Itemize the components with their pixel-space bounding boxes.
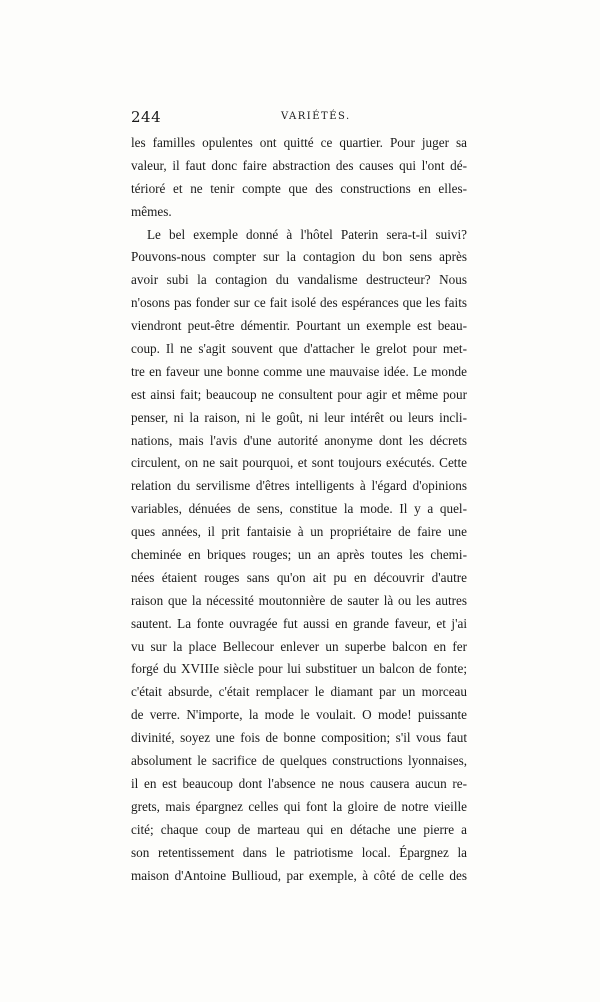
- text-line: absolument le sacrifice de quelques constructions lyonnaises,: [131, 753, 467, 769]
- text-line: térioré et ne tenir compte que des constructions en elles-: [131, 180, 467, 196]
- text-line: avoir subi la contagion du vandalisme destructeur? Nous: [131, 272, 467, 288]
- text-line: penser, ni la raison, ni le goût, ni leur intérêt ou leurs incli-: [131, 409, 467, 425]
- running-head: VARIÉTÉS.: [281, 111, 351, 122]
- text-line: forgé du XVIIIe siècle pour lui substituer un balcon de fonte;: [131, 661, 467, 677]
- text-line: variables, dénuées de sens, constitue la mode. Il y a quel-: [131, 501, 467, 517]
- text-line: circulent, on ne sait pourquoi, et sont toujours exécutés. Cette: [131, 455, 467, 471]
- text-line: relation du servilisme d'êtres intelligents à l'égard d'opinions: [131, 478, 467, 494]
- text-line: de verre. N'importe, la mode le voulait. O mode! puissante: [131, 707, 467, 723]
- text-line: tre en faveur une bonne comme une mauvaise idée. Le monde: [131, 363, 467, 379]
- text-line: mêmes.: [131, 203, 172, 219]
- text-line: nées étaient rouges sans qu'on ait pu en découvrir d'autre: [131, 569, 467, 585]
- text-line: grets, mais épargnez celles qui font la gloire de notre vieille: [131, 798, 467, 814]
- text-line: sautent. La fonte ouvragée fut aussi en grande faveur, et j'ai: [131, 615, 467, 631]
- text-line: les familles opulentes ont quitté ce quartier. Pour juger sa: [131, 135, 467, 150]
- page-header: [131, 108, 467, 128]
- text-line: nations, mais l'avis d'une autorité anonyme dont les décrets: [131, 432, 467, 448]
- text-line: coup. Il ne s'agit souvent que d'attacher le grelot pour met-: [131, 341, 467, 357]
- text-line: son retentissement dans le patriotisme local. Épargnez la: [131, 844, 467, 860]
- text-line: valeur, il faut donc faire abstraction des causes qui l'ont dé-: [131, 157, 467, 173]
- page-number: 244: [131, 108, 162, 126]
- body-text: [131, 132, 467, 887]
- text-line: cité; chaque coup de marteau qui en détache une pierre a: [131, 821, 467, 837]
- text-line: cheminée en briques rouges; un an après toutes les chemi-: [131, 547, 467, 563]
- text-line: divinité, soyez une fois de bonne composition; s'il vous faut: [131, 730, 467, 746]
- text-line: maison d'Antoine Bullioud, par exemple, à côté de celle des: [131, 867, 467, 883]
- text-line: ques années, il prit fantaisie à un propriétaire de faire une: [131, 524, 467, 540]
- text-line: vu sur la place Bellecour enlever un superbe balcon en fer: [131, 638, 467, 654]
- text-line: Le bel exemple donné à l'hôtel Paterin sera-t-il suivi?: [147, 226, 467, 242]
- text-line: c'était absurde, c'était remplacer le diamant par un morceau: [131, 684, 467, 700]
- text-line: n'osons pas fonder sur ce fait isolé des espérances que les faits: [131, 295, 467, 311]
- text-line: il en est beaucoup dont l'absence ne nous causera aucun re-: [131, 775, 467, 791]
- text-line: est ainsi fait; beaucoup ne consultent pour agir et même pour: [131, 386, 467, 402]
- text-line: viendront peut-être démentir. Pourtant un exemple est beau-: [131, 318, 467, 334]
- text-line: raison que la nécessité moutonnière de sauter là ou les autres: [131, 592, 467, 608]
- text-line: Pouvons-nous compter sur la contagion du bon sens après: [131, 249, 467, 265]
